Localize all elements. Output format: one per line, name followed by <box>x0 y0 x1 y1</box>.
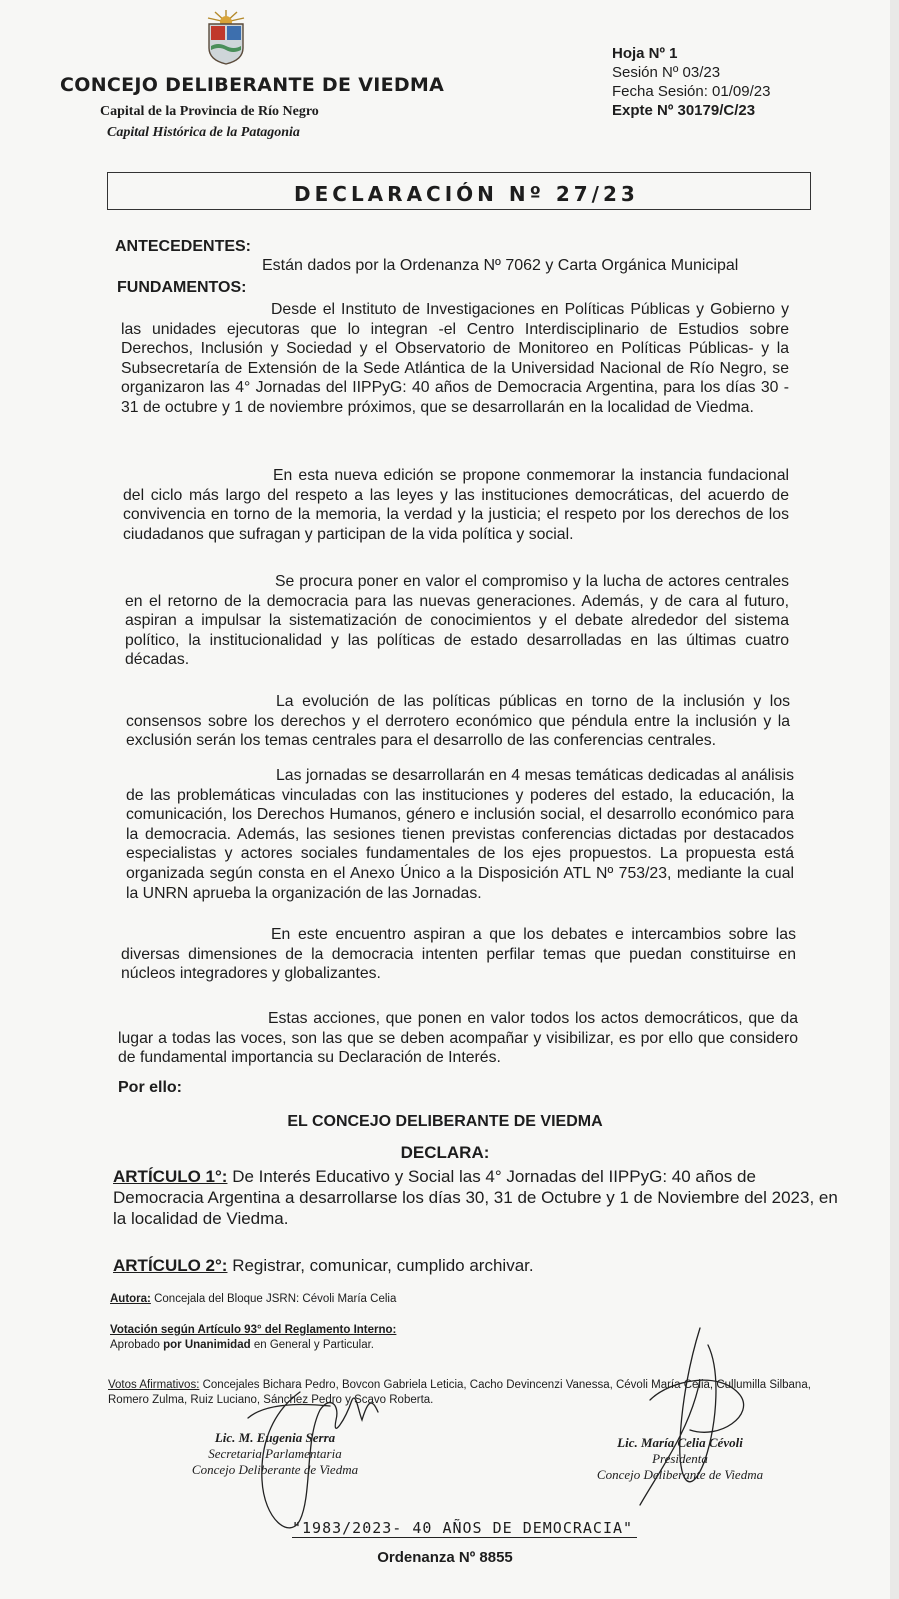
paragraph: En este encuentro aspiran a que los debates e intercambios sobre las diversas dimensiones de la democracia intenten perfilar temas que puedan constituirse en núcleos integradores y globalizantes. <box>121 926 796 983</box>
paragraph: La evolución de las políticas públicas en torno de la inclusión y los consensos sobre los derechos y el derrotero económico que péndula entre la inclusión y la exclusión serán los temas centrales para el desarrollo de las conferencias centrales. <box>126 693 790 750</box>
antecedentes-heading: ANTECEDENTES: <box>115 238 252 255</box>
article-label: ARTÍCULO 2°: <box>113 1256 228 1275</box>
organization-subtitle: Capital de la Provincia de Río Negro <box>100 104 319 119</box>
organization-subtitle-italic: Capital Histórica de la Patagonia <box>107 125 300 140</box>
sheet-number: Hoja Nº 1 <box>612 45 678 62</box>
fundamentos-heading: FUNDAMENTOS: <box>117 279 247 296</box>
por-ello-label: Por ello: <box>118 1079 183 1096</box>
paragraph: Las jornadas se desarrollarán en 4 mesas temáticas dedicadas al análisis de las problemáticas vinculadas con las instituciones y poderes del estado, la educación, la comunicación, los Derechos Humanos, género e inclusión social, el desarrollo económico para la democracia. Además, las sesiones tienen previstas conferencias dictadas por destacados especialistas y actores sociales fundamentales de los ejes propuestos. La propuesta está organizada según consta en el Anexo Único a la Disposición ATL Nº 753/23, mediante la cual la UNRN aprueba la organización de las Jornadas. <box>126 767 794 902</box>
session-date: Fecha Sesión: 01/09/23 <box>612 83 771 100</box>
article-1 <box>113 1166 838 1229</box>
session-number: Sesión Nº 03/23 <box>612 64 721 81</box>
declara-heading: DECLARA: <box>400 1143 490 1162</box>
handwritten-stamp: "1983/2023- 40 AÑOS DE DEMOCRACIA" <box>292 1519 637 1538</box>
author-line: Autora: Concejala del Bloque JSRN: Cévoli María Celia <box>110 1293 397 1305</box>
affirmative-votes: Votos Afirmativos: Concejales Bichara Pedro, Bovcon Gabriela Leticia, Cacho Devincenzi Vanessa, Cévoli María Celia, Cullumilla Silbana, Romero Zulma, Ruiz Luciano, Sánchez Pedro y Scavo Roberta. <box>108 1379 811 1406</box>
municipal-seal-icon <box>203 8 249 66</box>
session-meta <box>612 44 770 120</box>
paragraph: Se procura poner en valor el compromiso y la lucha de actores centrales en el retorno de la democracia para las nuevas generaciones. Además, y de cara al futuro, aspiran a impulsar la sistematización de conocimientos y el debate alrededor del sistema político, la institucionalidad y las políticas de estado desarrolladas en las últimas cuatro décadas. <box>125 573 789 669</box>
paragraph: Estas acciones, que ponen en valor todos los actos democráticos, que da lugar a todas las voces, son las que se deben acompañar y visibilizar, es por ello que considero de fundamental importancia su Declaración de Interés. <box>118 1010 798 1067</box>
ordinance-number: Ordenanza Nº 8855 <box>377 1549 513 1566</box>
article-text: De Interés Educativo y Social las 4° Jornadas del IIPPyG: 40 años de Democracia Argentina a desarrollarse los días 30, 31 de Octubre y 1 de Noviembre del 2023, en la localidad de Viedma. <box>113 1167 838 1228</box>
resolving-body: EL CONCEJO DELIBERANTE DE VIEDMA <box>287 1113 603 1130</box>
signature-secretary: Lic. M. Eugenia Serra Secretaria Parlamentaria Concejo Deliberante de Viedma <box>191 1430 359 1477</box>
article-text: Registrar, comunicar, cumplido archivar. <box>232 1256 534 1275</box>
organization-name: CONCEJO DELIBERANTE DE VIEDMA <box>60 74 445 96</box>
file-number: Expte Nº 30179/C/23 <box>612 102 756 119</box>
signature-president: Lic. María Celia Cévoli Presidenta Concejo Deliberante de Viedma <box>596 1435 764 1482</box>
paragraph: Desde el Instituto de Investigaciones en Políticas Públicas y Gobierno y las unidades ejecutoras que lo integran -el Centro Interdisciplinario de Estudios sobre Derechos, Inclusión y Sociedad y el Observatorio de Monitoreo en Políticas Públicas- y la Subsecretaría de Extensión de la Sede Atlántica de la Universidad Nacional de Río Negro, se organizaron las 4° Jornadas del IIPPyG: 40 años de Democracia Argentina, para los días 30 - 31 de octubre y 1 de noviembre próximos, que se desarrollarán en la localidad de Viedma. <box>121 301 789 416</box>
document-title: DECLARACIÓN Nº 27/23 <box>294 182 639 206</box>
article-2 <box>113 1255 838 1276</box>
antecedentes-text: Están dados por la Ordenanza Nº 7062 y Carta Orgánica Municipal <box>262 257 739 274</box>
article-label: ARTÍCULO 1°: <box>113 1167 228 1186</box>
paragraph: En esta nueva edición se propone conmemorar la instancia fundacional del ciclo más largo del respeto a las leyes y las instituciones democráticas, del acuerdo de convivencia en torno de la memoria, la verdad y la justicia; el respeto por los derechos de los ciudadanos que sufragan y participan de la vida política y social. <box>123 467 789 543</box>
vote-rule: Votación según Artículo 93° del Reglamento Interno: Aprobado por Unanimidad en General y Particular. <box>110 1324 397 1351</box>
